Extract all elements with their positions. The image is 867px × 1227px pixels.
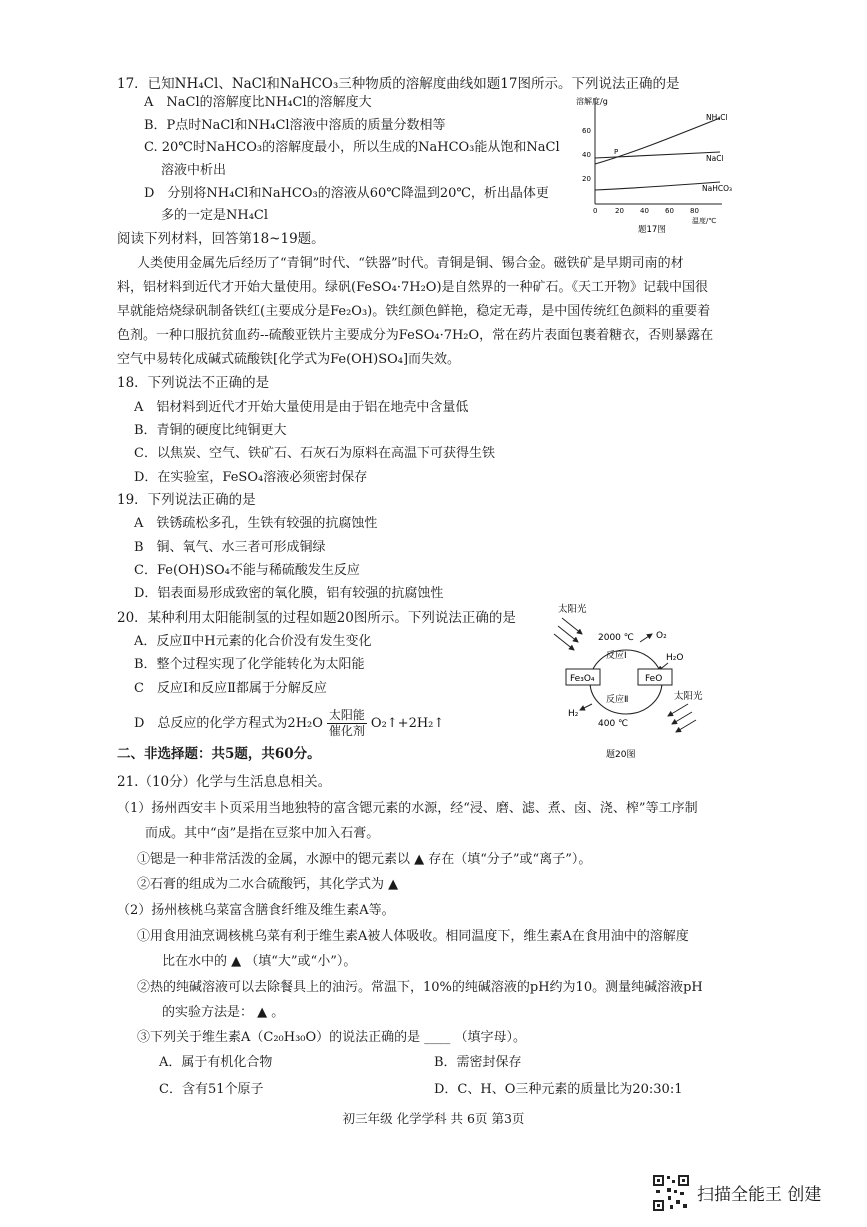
q19-stem: 19．下列说法正确的是 <box>117 492 256 508</box>
q19-option-a: A 铁锈疏松多孔，生铁有较强的抗腐蚀性 <box>134 516 378 531</box>
sunlight-rays-right <box>668 704 696 732</box>
reading-paragraph-line5: 空气中易转化成碱式硫酸铁[化学式为Fe(OH)SO₄]而失效。 <box>117 352 461 367</box>
qr-code-icon <box>652 1174 690 1212</box>
q18-option-c: C．以焦炭、空气、铁矿石、石灰石为原料在高温下可获得生铁 <box>134 446 495 461</box>
q21-part2-sub1-line2: 比在水中的 ▲ （填“大”或“小”）。 <box>162 954 357 969</box>
q19-option-d: D．铝表面易形成致密的氧化膜，铝有较强的抗腐蚀性 <box>134 586 444 601</box>
solubility-curve-figure <box>570 88 740 238</box>
fig20-sunlight-right: 太阳光 <box>674 691 703 702</box>
q21-part2-sub1-line1: ①用食用油烹调核桃乌菜有利于维生素A被人体吸收。相同温度下，维生素A在食用油中的溶解度 <box>137 929 689 944</box>
q19-option-b: B 铜、氧气、水三者可形成铜绿 <box>134 540 326 555</box>
fig20-o2: O₂ <box>656 631 667 641</box>
q20-option-d <box>134 708 444 739</box>
reaction-condition-fraction <box>327 708 367 739</box>
fig17-xtick-40: 40 <box>640 207 649 215</box>
fig17-legend-nh4cl: NH₄Cl <box>706 113 728 122</box>
fig20-h2o: H₂O <box>666 653 684 663</box>
q20-option-b: B．整个过程实现了化学能转化为太阳能 <box>134 657 365 672</box>
q21-part2: （2）扬州核桃乌菜富含膳食纤维及维生素A等。 <box>117 903 395 918</box>
fig17-xtick-0: 0 <box>593 207 598 215</box>
q21-option-a: A．属于有机化合物 <box>159 1055 273 1070</box>
q21-option-c: C．含有51个原子 <box>159 1082 264 1097</box>
q17-option-d-line1: D 分别将NH₄Cl和NaHCO₃的溶液从60℃降温到20℃，析出晶体更 <box>144 186 549 201</box>
fig17-ylabel: 溶解度/g <box>576 97 608 106</box>
fig20-fe3o4: Fe₃O₄ <box>570 674 595 684</box>
q18-stem: 18．下列说法不正确的是 <box>117 375 270 391</box>
q20-d-products: O₂↑+2H₂↑ <box>370 716 445 731</box>
fig17-xlabel: 温度/℃ <box>692 217 717 225</box>
fig17-xtick-60: 60 <box>665 207 674 215</box>
q17-option-b: B．P点时NaCl和NH₄Cl溶液中溶质的质量分数相等 <box>144 118 446 133</box>
fig17-xtick-20: 20 <box>615 207 624 215</box>
fig20-feo: FeO <box>645 674 663 684</box>
fig17-ytick-20: 20 <box>582 175 591 183</box>
q21-part2-sub2-line2: 的实验方法是： ▲ 。 <box>162 1005 285 1020</box>
fig17-caption: 题17图 <box>638 225 666 235</box>
reading-paragraph-line1: 人类使用金属先后经历了“青铜”时代、“铁器”时代。青铜是铜、锡合金。磁铁矿是早期司南的材 <box>137 256 684 271</box>
o2-arrow <box>640 634 652 642</box>
sunlight-rays-top <box>554 618 582 650</box>
q20-option-c: C 反应Ⅰ和反应Ⅱ都属于分解反应 <box>134 681 327 696</box>
fig20-temp-bottom: 400 ℃ <box>598 719 629 729</box>
scanner-watermark-text: 扫描全能王 创建 <box>697 1185 822 1205</box>
q20-d-prefix: D 总反应的化学方程式为2H₂O <box>134 716 323 731</box>
q20-option-a: A．反应Ⅱ中H元素的化合价没有发生变化 <box>134 634 372 649</box>
reaction-condition-bottom: 催化剂 <box>328 724 365 738</box>
fig20-caption: 题20图 <box>606 750 636 760</box>
fig20-sunlight-top: 太阳光 <box>558 604 587 615</box>
reading-paragraph-line4: 色剂。一种口服抗贫血药--硫酸亚铁片主要成分为FeSO₄·7H₂O，常在药片表面包裹着糖衣，否则暴露在 <box>117 328 714 343</box>
page-footer: 初三年级 化学学科 共 6页 第3页 <box>342 1111 525 1126</box>
q20-stem: 20．某种利用太阳能制氢的过程如题20图所示。下列说法正确的是 <box>117 610 516 626</box>
fig20-temp-top: 2000 ℃ <box>598 633 634 643</box>
q21-option-b: B．需密封保存 <box>434 1055 522 1070</box>
reading-intro: 阅读下列材料，回答第18~19题。 <box>117 231 325 247</box>
q21-sub1: ①锶是一种非常活泼的金属，水源中的锶元素以 ▲ 存在（填“分子”或“离子”）。 <box>137 852 592 867</box>
q17-option-a: A NaCl的溶解度比NH₄Cl的溶解度大 <box>144 95 372 110</box>
hydrogen-cycle-figure <box>548 598 718 764</box>
reading-paragraph-line3: 早就能焙烧绿矾制备铁红(主要成分是Fe₂O₃)。铁红颜色鲜艳，稳定无毒，是中国传统红色颜料的重要着 <box>117 304 711 319</box>
q17-stem: 17．已知NH₄Cl、NaCl和NaHCO₃三种物质的溶解度曲线如题17图所示。下列说法正确的是 <box>117 76 680 92</box>
fig17-legend-nahco3: NaHCO₃ <box>702 184 732 193</box>
q21-option-d: D．C、H、O三种元素的质量比为20:30:1 <box>434 1082 683 1097</box>
q18-option-b: B．青铜的硬度比纯铜更大 <box>134 423 287 438</box>
fig17-xtick-80: 80 <box>690 207 699 215</box>
q17-option-d-line2: 多的一定是NH₄Cl <box>161 208 269 223</box>
q18-option-d: D．在实验室，FeSO₄溶液必须密封保存 <box>134 470 368 485</box>
section-2-heading: 二、非选择题：共5题，共60分。 <box>117 746 321 762</box>
fig20-h2: H₂ <box>568 709 579 719</box>
fig17-ytick-40: 40 <box>582 151 591 159</box>
fig20-reaction-1: 反应Ⅰ <box>606 651 627 661</box>
reading-paragraph-line2: 料，铝材料到近代才开始大量使用。绿矾(FeSO₄·7H₂O)是自然界的一种矿石。《天工开物》记载中国很 <box>117 280 709 295</box>
q21-sub2: ②石膏的组成为二水合硫酸钙，其化学式为 ▲ <box>137 877 399 892</box>
fig17-legend-nacl: NaCl <box>706 154 724 163</box>
q21-part1-line1: （1）扬州西安丰卜页采用当地独特的富含锶元素的水源，经“浸、磨、滤、煮、卤、浇、榨”等工序制 <box>117 801 698 816</box>
q21-stem: 21.（10分）化学与生活息息相关。 <box>117 774 332 790</box>
q21-part2-sub3: ③下列关于维生素A（C₂₀H₃₀O）的说法正确的是 ____ （填字母）。 <box>137 1030 526 1045</box>
q17-option-c-line1: C. 20℃时NaHCO₃的溶解度最小，所以生成的NaHCO₃能从饱和NaCl <box>144 140 560 155</box>
fig20-reaction-2: 反应Ⅱ <box>606 695 629 705</box>
q17-option-c-line2: 溶液中析出 <box>161 163 227 178</box>
q18-option-a: A 铝材料到近代才开始大量使用是由于铝在地壳中含量低 <box>134 400 469 415</box>
q21-part1-line2: 而成。其中“卤”是指在豆浆中加入石膏。 <box>145 826 380 841</box>
reaction-condition-top: 太阳能 <box>328 708 365 722</box>
q19-option-c: C．Fe(OH)SO₄不能与稀硫酸发生反应 <box>134 563 360 578</box>
q21-part2-sub2-line1: ②热的纯碱溶液可以去除餐具上的油污。常温下，10%的纯碱溶液的pH约为10。测量纯碱溶液pH <box>137 980 703 995</box>
fig17-point-p: P <box>614 148 619 156</box>
fig17-ytick-60: 60 <box>582 127 591 135</box>
h2-arrow <box>580 704 592 710</box>
